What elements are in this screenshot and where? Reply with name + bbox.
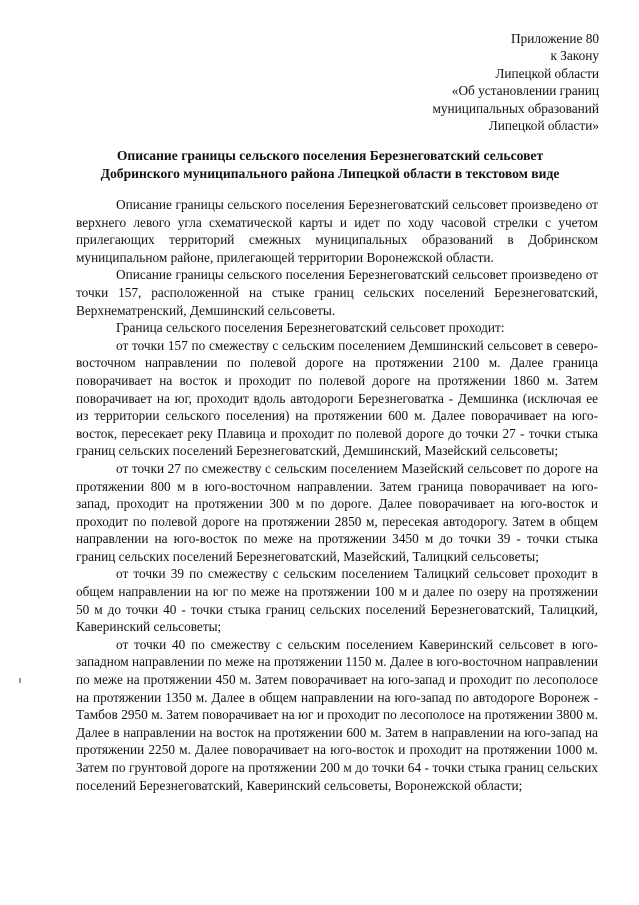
paragraph: от точки 157 по смежеству с сельским поселением Демшинский сельсовет в северо-восточном направлении по полевой дороге на протяжении 2100 м. Далее граница поворачивает на восток и проходит по полевой дороге на протяжении 1860 м. Затем поворачивает на юг, проходит вдоль автодороги Березнеговатка - Демшинка (исключая ее из территории сельского поселения) на протяжении 600 м. Далее поворачивает на юго-восток, пересекает реку Плавица и проходит по полевой дороге до точки 27 - точки стыка границ сельских поселений Березнеговатский, Демшинский, Мазейский сельсоветы;	[76, 337, 598, 459]
appendix-header	[339, 30, 599, 134]
document-body	[76, 196, 598, 794]
paragraph: Описание границы сельского поселения Березнеговатский сельсовет произведено от точки 157, расположенной на стыке границ сельских поселений Березнеговатский, Верхнематренский, Демшинский сельсоветы.	[76, 267, 598, 318]
document-title	[60, 147, 600, 183]
title-line-1: Описание границы сельского поселения Березнеговатский сельсовет	[116, 148, 544, 163]
paragraph: от точки 39 по смежеству с сельским поселением Талицкий сельсовет проходит в общем направлении на юг по меже на протяжении 100 м и далее по озеру на протяжении 50 м до точки 40 - точки стыка границ сельских поселений Березнеговатский, Талицкий, Каверинский сельсоветы;	[76, 566, 598, 635]
paragraph: от точки 27 по смежеству с сельским поселением Мазейский сельсовет по дороге на протяжении 800 м в юго-восточном направлении. Затем граница поворачивает на юго-запад, проходит на протяжении 300 м по дороге. Далее поворачивает на юго-восток и проходит по полевой дороге на протяжении 2850 м, пересекая автодорогу. Затем в общем направлении на юго-восток по меже на протяжении 3450 м до точки 39 - точки стыка границ сельских поселений Березнеговатский, Мазейский, Талицкий сельсоветы;	[76, 460, 598, 564]
appendix-line: к Закону	[550, 48, 599, 64]
appendix-line: «Об установлении границ	[451, 83, 599, 99]
title-line-2: Добринского муниципального района Липецкой области в текстовом виде	[100, 166, 560, 181]
scan-mark	[19, 678, 21, 683]
paragraph: от точки 40 по смежеству с сельским поселением Каверинский сельсовет в юго-западном направлении по меже на протяжении 1150 м. Далее в юго-восточном направлении по меже на протяжении 450 м. Затем поворачивает на юго-запад и проходит по лесополосе на протяжении 1350 м. Далее в общем направлении на юго-запад по автодороге Воронеж - Тамбов 2950 м. Затем поворачивает на юг и проходит по лесополосе на протяжении 3800 м. Далее в направлении на восток на протяжении 600 м. Затем в направлении на юго-запад на протяжении 2250 м. Далее поворачивает на юго-восток и проходит на протяжении 1000 м. Затем по грунтовой дороге на протяжении 200 м до точки 64 - точки стыка границ сельских поселений Березнеговатский, Каверинский сельсоветы, Воронежской области;	[76, 636, 598, 793]
paragraph: Описание границы сельского поселения Березнеговатский сельсовет произведено от верхнего левого угла схематической карты и идет по ходу часовой стрелки с учетом прилегающих территорий смежных муниципальных образований в Добринском муниципальном районе, прилегающей территории Воронежской области.	[76, 197, 598, 265]
appendix-line: Липецкой области	[495, 65, 599, 81]
appendix-line: муниципальных образований	[432, 100, 599, 116]
appendix-line: Приложение 80	[511, 31, 599, 46]
appendix-line: Липецкой области»	[488, 118, 599, 134]
paragraph: Граница сельского поселения Березнеговатский сельсовет проходит:	[116, 320, 505, 336]
